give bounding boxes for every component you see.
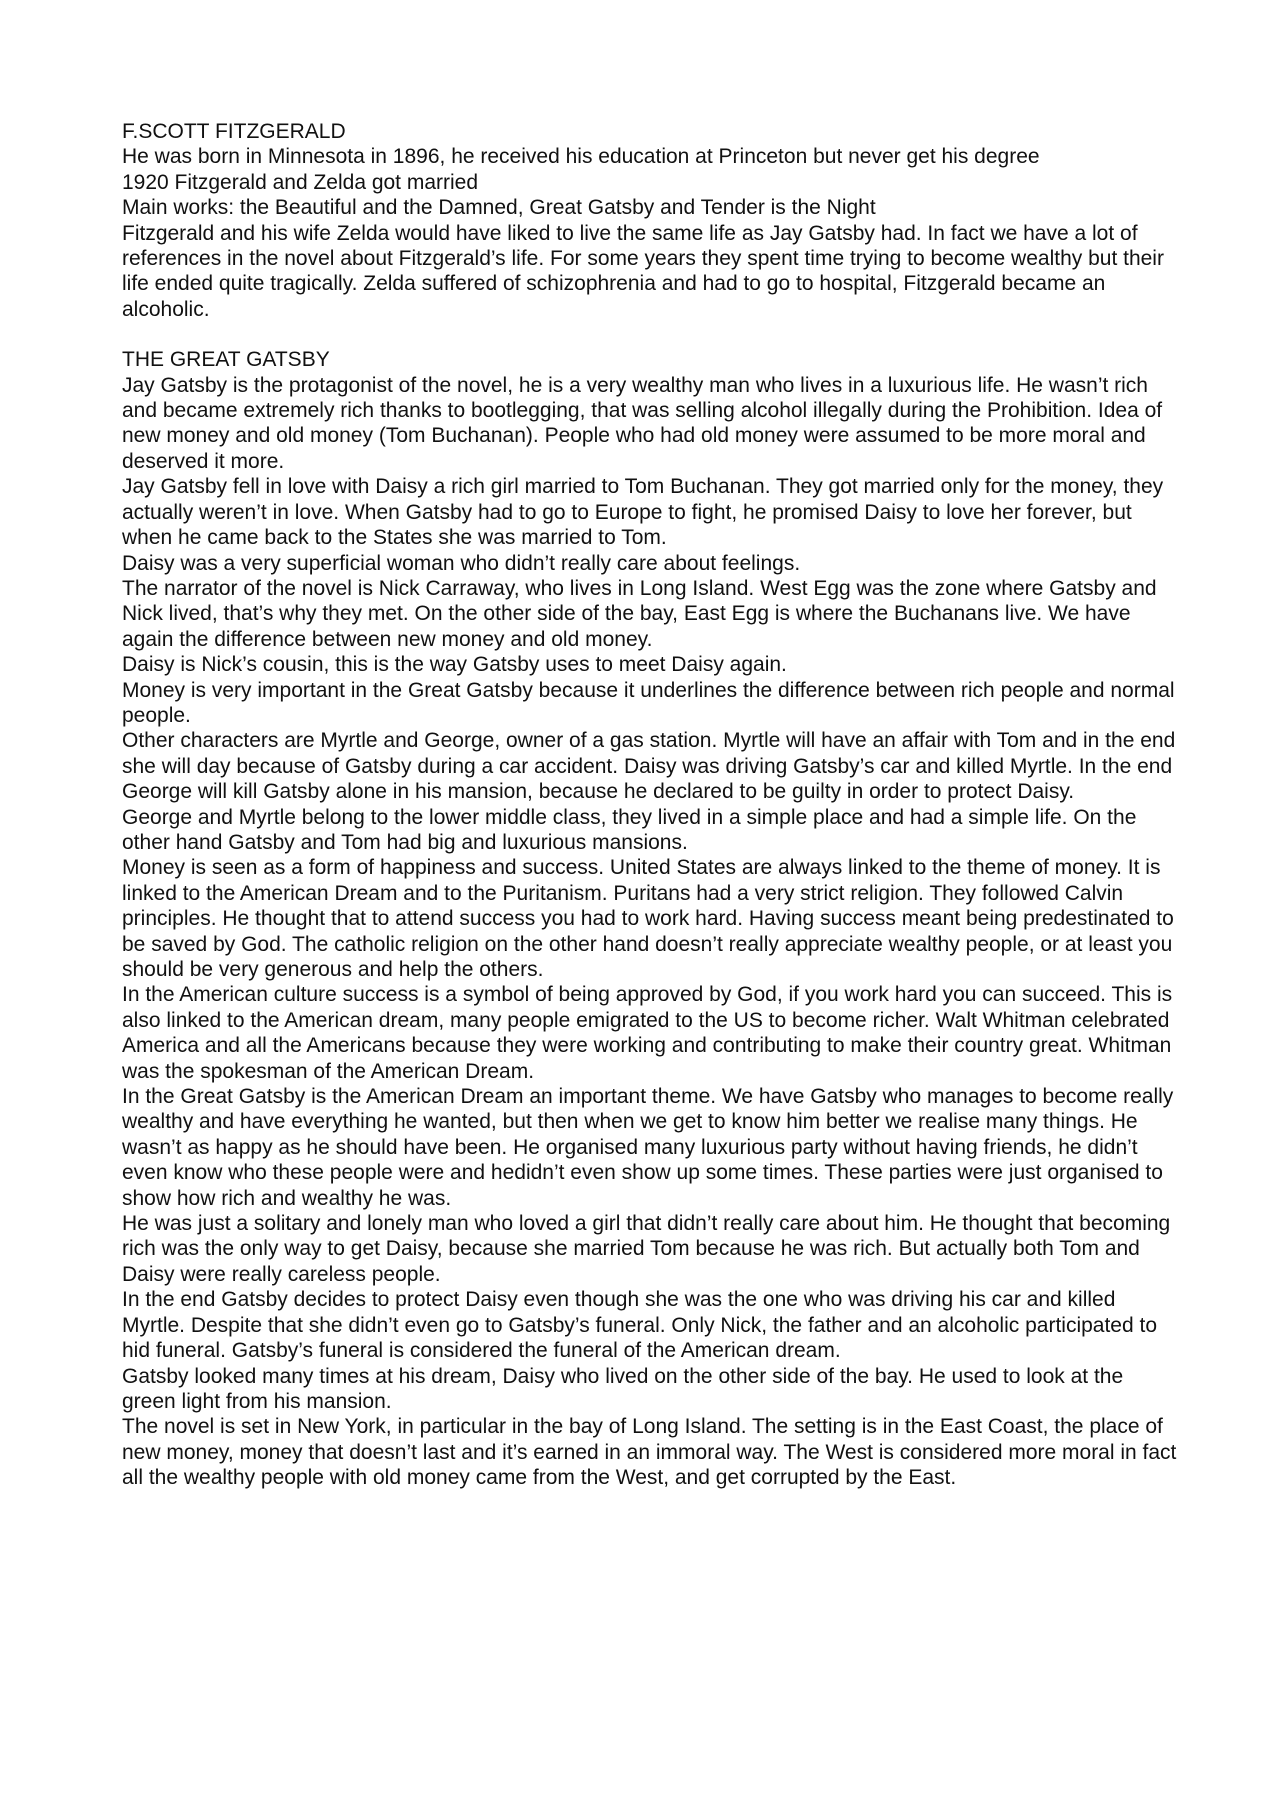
paragraph: In the end Gatsby decides to protect Daisy even though she was the one who was driving his car and killed Myrtle. Despite that she didn’t even go to Gatsby’s funeral. Only Nick, the father and an alcoholic participated to hid funeral. Gatsby’s funeral is considered the funeral of the American dream. — [122, 1288, 1158, 1363]
paragraph: Money is seen as a form of happiness and success. United States are always linked to the theme of money. It is linked to the American Dream and to the Puritanism. Puritans had a very strict religion. They followed Calvin principles. He thought that to attend success you had to work hard. Having success meant being predestinated to be saved by God. The catholic religion on the other hand doesn’t really appreciate wealthy people, or at least you should be very generous and help the others. — [122, 856, 1174, 981]
paragraph: In the Great Gatsby is the American Dream an important theme. We have Gatsby who manages to become really wealthy and have everything he wanted, but then when we get to know him better we realise many things. He wasn’t as happy as he should have been. He organised many luxurious party without having friends, he didn’t even know who these people were and hedidn’t even show up some times. These parties were just organised to show how rich and wealthy he was. — [122, 1085, 1174, 1210]
paragraph: Daisy is Nick’s cousin, this is the way Gatsby uses to meet Daisy again. — [122, 653, 787, 677]
document-body — [122, 119, 1182, 1491]
paragraph: In the American culture success is a symbol of being approved by God, if you work hard you can succeed. This is also linked to the American dream, many people emigrated to the US to become richer. Walt Whitman celebrated America and all the Americans because they were working and contributing to make their country great. Whitman was the spokesman of the American Dream. — [122, 983, 1173, 1083]
paragraph: The narrator of the novel is Nick Carraway, who lives in Long Island. West Egg was the zone where Gatsby and Nick lived, that’s why they met. On the other side of the bay, East Egg is where the Buchanans live. We have again the difference between new money and old money. — [122, 576, 1157, 651]
paragraph: Gatsby looked many times at his dream, Daisy who lived on the other side of the bay. He used to look at the green light from his mansion. — [122, 1364, 1124, 1413]
paragraph: Other characters are Myrtle and George, owner of a gas station. Myrtle will have an affair with Tom and in the end she will day because of Gatsby during a car accident. Daisy was driving Gatsby’s car and killed Myrtle. In the end George will kill Gatsby alone in his mansion, because he declared to be guilty in order to protect Daisy. — [122, 729, 1176, 804]
section-great-gatsby — [122, 347, 1182, 1490]
paragraph: 1920 Fitzgerald and Zelda got married — [122, 170, 479, 194]
section-heading: THE GREAT GATSBY — [122, 348, 330, 372]
paragraph: He was just a solitary and lonely man who loved a girl that didn’t really care about him. He thought that becoming rich was the only way to get Daisy, because she married Tom because he was rich. But actually both Tom and Daisy were really careless people. — [122, 1212, 1171, 1286]
section-spacer — [122, 322, 1182, 347]
paragraph: George and Myrtle belong to the lower middle class, they lived in a simple place and had a simple life. On the other hand Gatsby and Tom had big and luxurious mansions. — [122, 805, 1137, 854]
paragraph: Money is very important in the Great Gatsby because it underlines the difference between rich people and normal people. — [122, 678, 1175, 727]
paragraph: Fitzgerald and his wife Zelda would have liked to live the same life as Jay Gatsby had. In fact we have a lot of references in the novel about Fitzgerald’s life. For some years they spent time trying to become wealthy but their life ended quite tragically. Zelda suffered of schizophrenia and had to go to hospital, Fitzgerald became an alcoholic. — [122, 221, 1164, 321]
paragraph: The novel is set in New York, in particular in the bay of Long Island. The setting is in the East Coast, the place of new money, money that doesn’t last and it’s earned in an immoral way. The West is considered more moral in fact all the wealthy people with old money came from the West, and get corrupted by the East. — [122, 1415, 1177, 1490]
paragraph: Jay Gatsby fell in love with Daisy a rich girl married to Tom Buchanan. They got married only for the money, they actually weren’t in love. When Gatsby had to go to Europe to fight, he promised Daisy to love her forever, but when he came back to the States she was married to Tom. — [122, 475, 1164, 550]
section-fitzgerald — [122, 119, 1182, 322]
paragraph: Jay Gatsby is the protagonist of the novel, he is a very wealthy man who lives in a luxurious life. He wasn’t rich and became extremely rich thanks to bootlegging, that was selling alcohol illegally during the Prohibition. Idea of new money and old money (Tom Buchanan). People who had old money were assumed to be more moral and deserved it more. — [122, 373, 1163, 473]
paragraph: Main works: the Beautiful and the Damned, Great Gatsby and Tender is the Night — [122, 196, 876, 220]
paragraph: Daisy was a very superficial woman who didn’t really care about feelings. — [122, 551, 801, 575]
paragraph: He was born in Minnesota in 1896, he received his education at Princeton but never get his degree — [122, 145, 1040, 169]
section-heading: F.SCOTT FITZGERALD — [122, 120, 346, 143]
